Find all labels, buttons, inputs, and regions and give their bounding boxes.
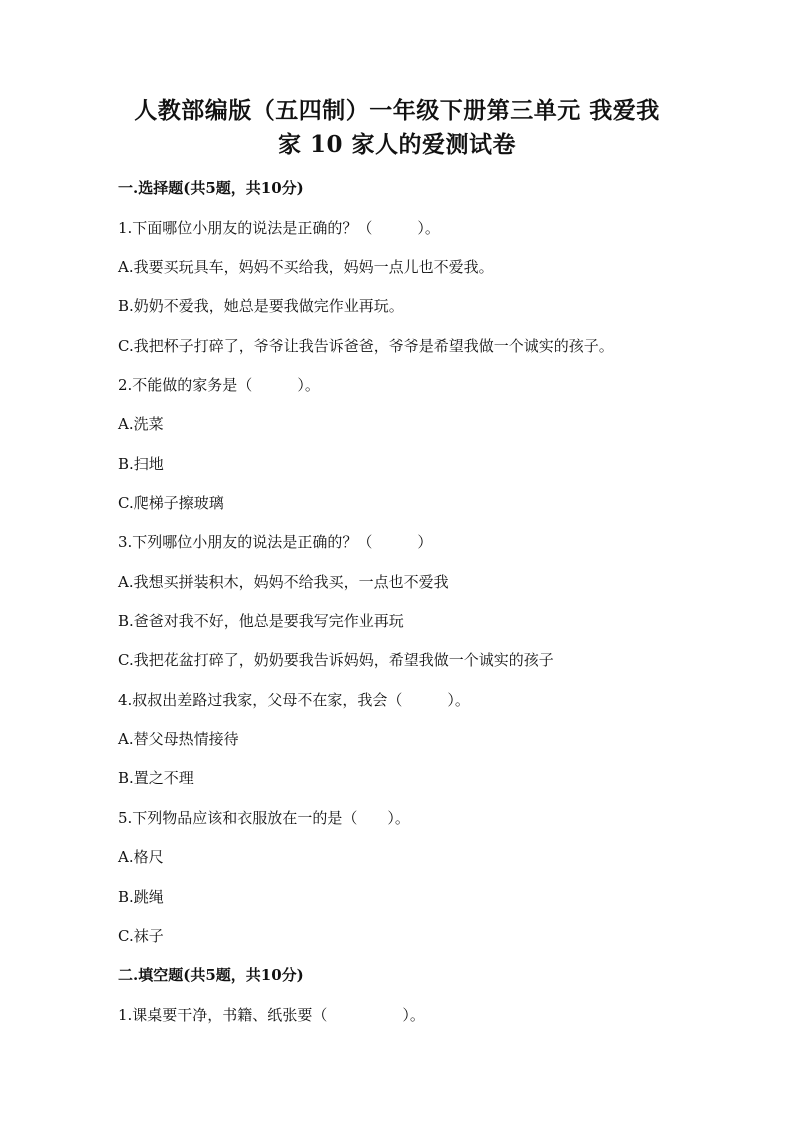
section-heading-multiple-choice: 一.选择题(共5题，共10分) xyxy=(118,179,304,197)
question-5-option-c: C.袜子 xyxy=(118,927,164,945)
section-heading-fill-in-blank: 二.填空题(共5题，共10分) xyxy=(118,966,304,984)
question-4: 4.叔叔出差路过我家，父母不在家，我会（ ）。 xyxy=(118,691,470,709)
question-5-option-b: B.跳绳 xyxy=(118,888,164,906)
question-1-option-b: B.奶奶不爱我，她总是要我做完作业再玩。 xyxy=(118,297,404,315)
question-3-option-a: A.我想买拼装积木，妈妈不给我买，一点也不爱我 xyxy=(118,573,449,591)
question-4-option-a: A.替父母热情接待 xyxy=(118,730,239,748)
question-5-option-a: A.格尺 xyxy=(118,848,164,866)
document-title-line-1: 人教部编版（五四制）一年级下册第三单元 我爱我 xyxy=(134,97,660,124)
question-2-option-c: C.爬梯子擦玻璃 xyxy=(118,494,224,512)
question-2-option-b: B.扫地 xyxy=(118,455,164,473)
question-2-option-a: A.洗菜 xyxy=(118,415,164,433)
question-4-option-b: B.置之不理 xyxy=(118,769,194,787)
question-3: 3.下列哪位小朋友的说法是正确的？（ ） xyxy=(118,533,433,551)
question-1: 1.下面哪位小朋友的说法是正确的？（ ）。 xyxy=(118,219,440,237)
question-5: 5.下列物品应该和衣服放在一的是（ ）。 xyxy=(118,809,410,827)
question-1-option-a: A.我要买玩具车，妈妈不买给我，妈妈一点儿也不爱我。 xyxy=(118,258,494,276)
question-2: 2.不能做的家务是（ ）。 xyxy=(118,376,320,394)
document-title-line-2: 家 10 家人的爱测试卷 xyxy=(277,131,517,158)
question-1-option-c: C.我把杯子打碎了，爷爷让我告诉爸爸，爷爷是希望我做一个诚实的孩子。 xyxy=(118,337,614,355)
question-3-option-b: B.爸爸对我不好，他总是要我写完作业再玩 xyxy=(118,612,404,630)
question-3-option-c: C.我把花盆打碎了，奶奶要我告诉妈妈，希望我做一个诚实的孩子 xyxy=(118,651,554,669)
fill-question-1: 1.课桌要干净，书籍、纸张要（ ）。 xyxy=(118,1006,425,1024)
